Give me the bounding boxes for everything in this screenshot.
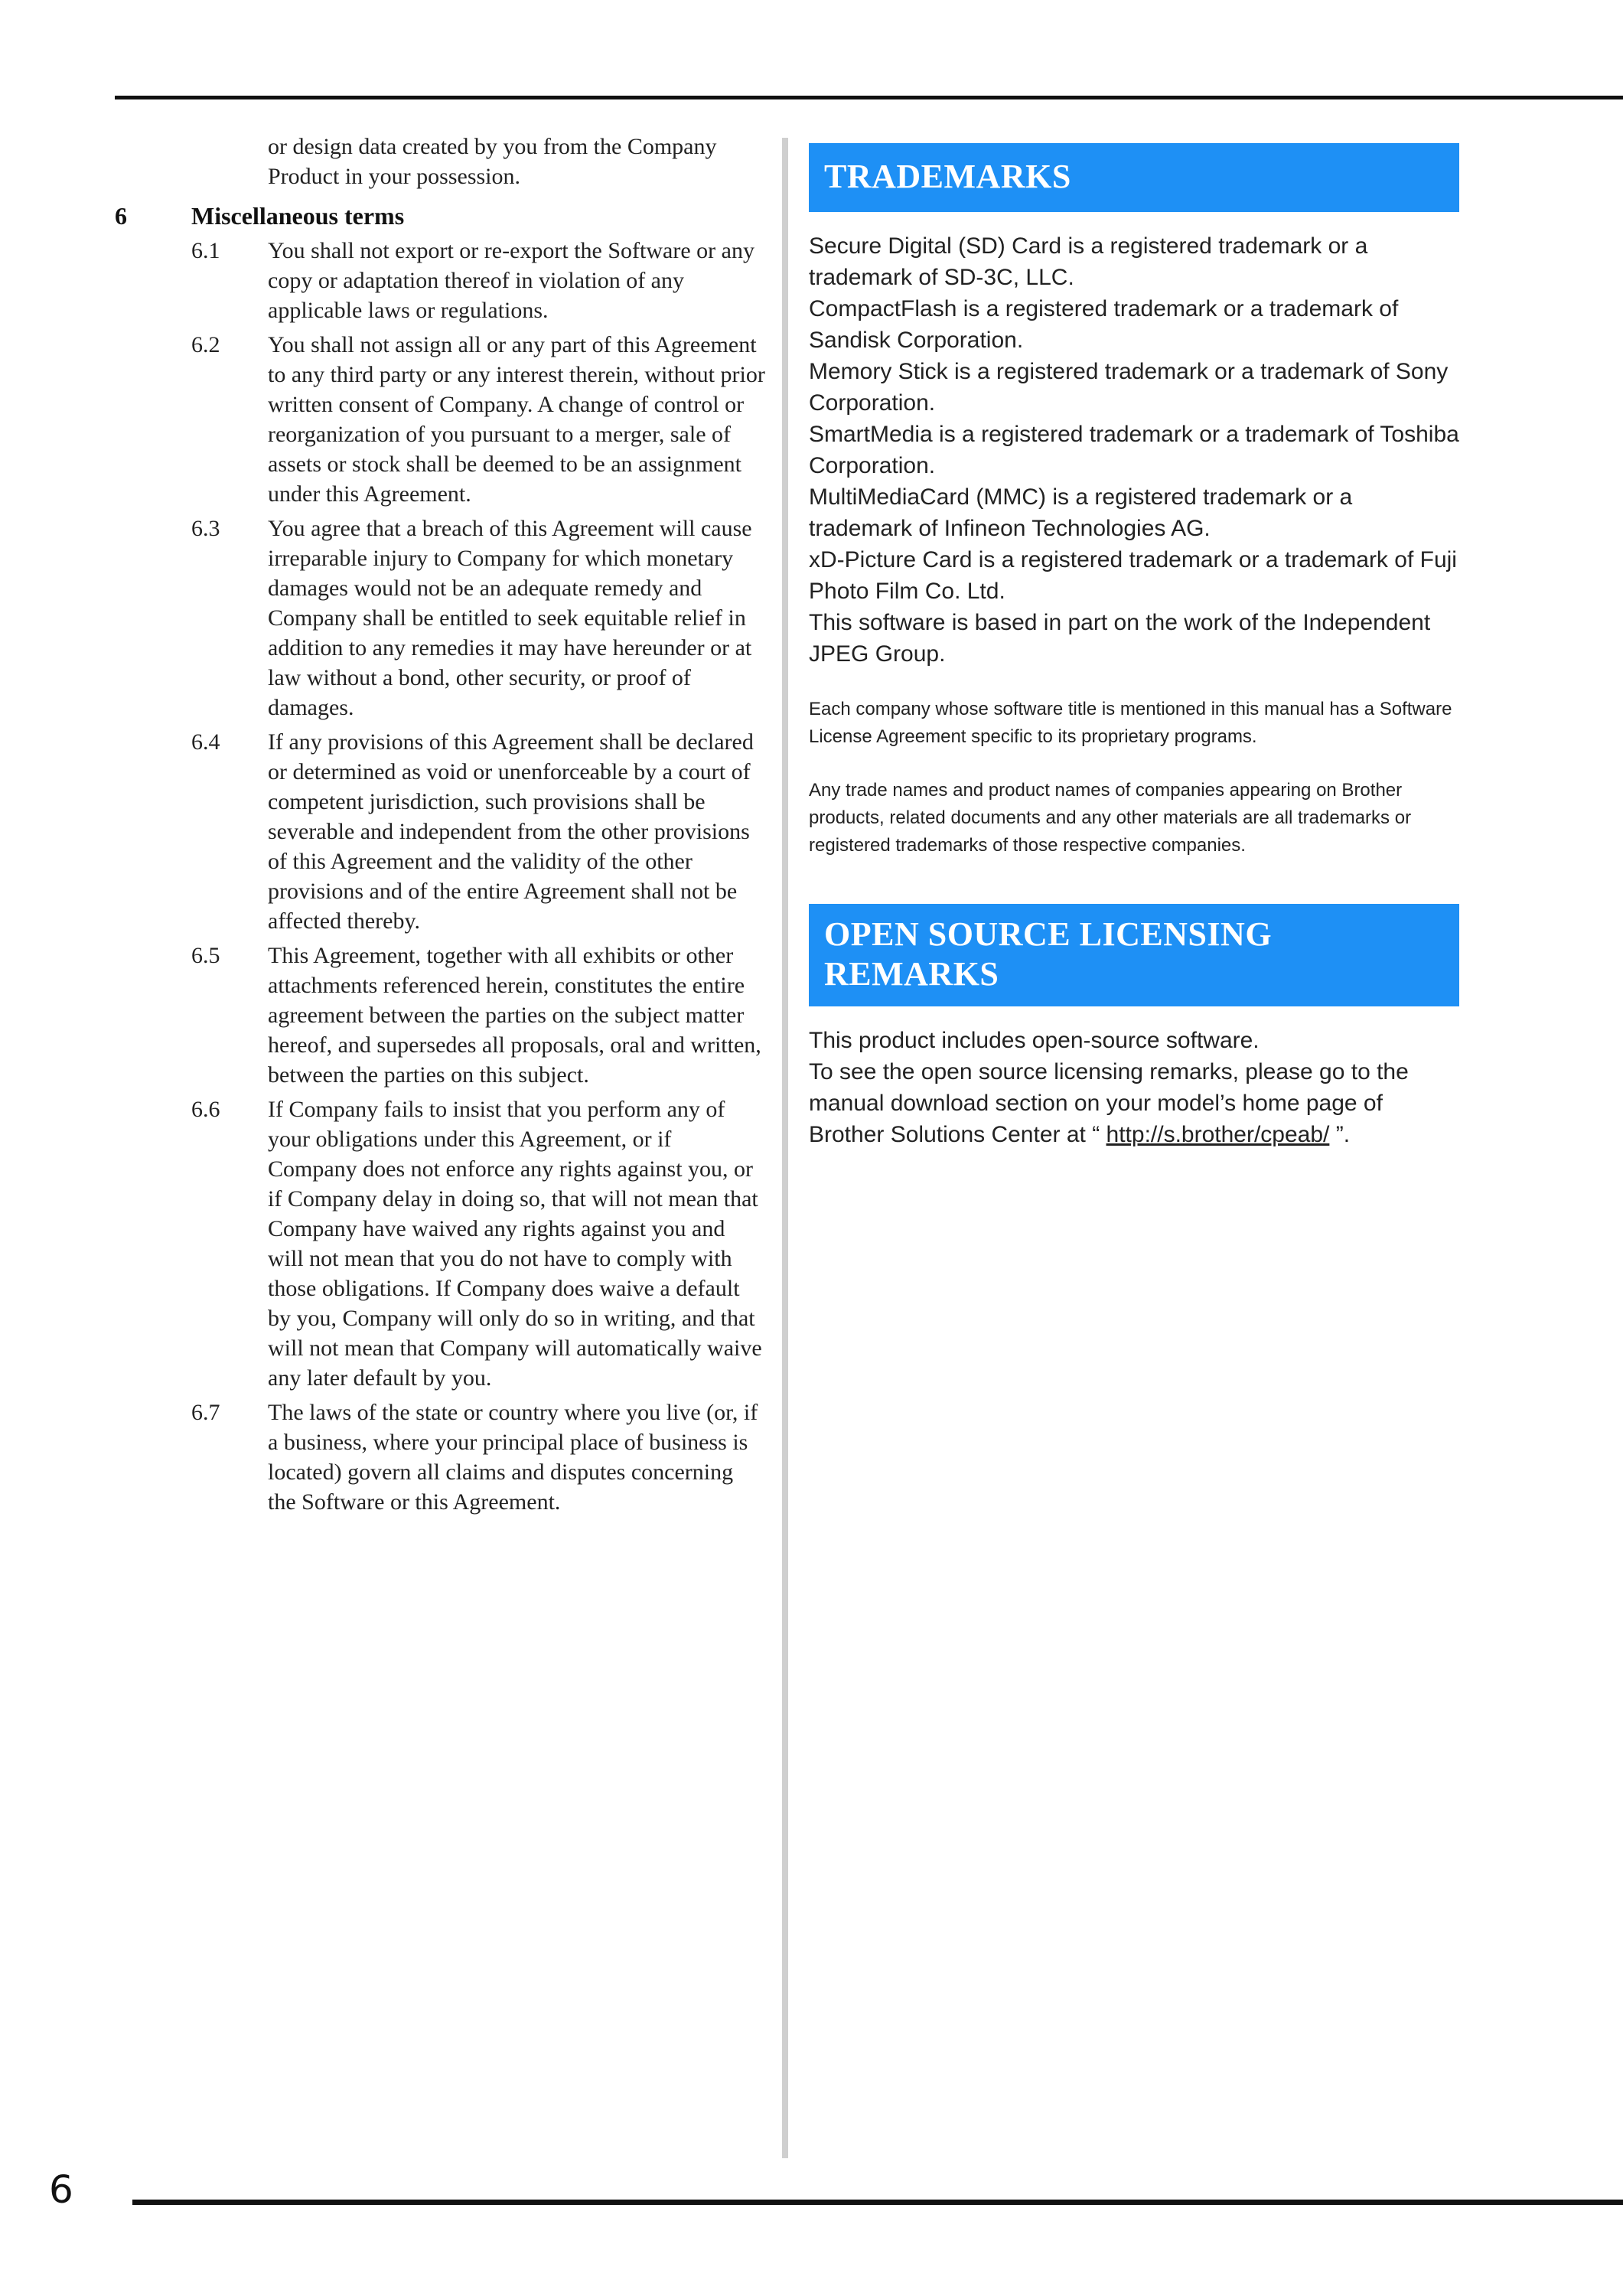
clause-number: 6.1 [191, 238, 220, 263]
clause-text: You shall not assign all or any part of this Agreement to any third party or any interest therein, without prior written consent of Company. A change of control or reorganization of you pursuant to a merger, sale of assets or stock shall be deemed to be an assignment under this Agreement. [268, 332, 765, 507]
clause-6-2 [115, 330, 765, 509]
trademark-item: CompactFlash is a registered trademark or a trademark of Sandisk Corporation. [809, 296, 1399, 353]
open-source-prefix: To see the open source licensing remarks, please go to the manual download section on your model’s home page of Brother Solutions Center at “ [809, 1059, 1409, 1147]
open-source-line-2 [809, 1056, 1459, 1150]
right-column [809, 143, 1459, 1150]
clause-text: The laws of the state or country where you live (or, if a business, where your principal place of business is located) govern all claims and disputes concerning the Software or this Agreement. [268, 1400, 758, 1515]
clause-text: You shall not export or re-export the Software or any copy or adaptation thereof in violation of any applicable laws or regulations. [268, 238, 754, 323]
clause-number: 6.7 [191, 1400, 220, 1425]
open-source-body [809, 1025, 1459, 1150]
clause-text: If Company fails to insist that you perform any of your obligations under this Agreement, or if Company does not enforce any rights against you, or if Company delay in doing so, that will not mean that Company have waived any rights against you and will not mean that you do not have to comply with those obligations. If Company does waive a default by you, Company will only do so in writing, and that will not mean that Company will automatically waive any later default by you. [268, 1097, 762, 1391]
continuation-text: or design data created by you from the Company Product in your possession. [268, 134, 717, 189]
open-source-suffix: ”. [1329, 1122, 1351, 1147]
trademark-item: MultiMediaCard (MMC) is a registered trademark or a trademark of Infineon Technologies AG. [809, 484, 1353, 541]
brother-solutions-link[interactable]: http://s.brother/cpeab/ [1106, 1122, 1330, 1147]
trademark-item: SmartMedia is a registered trademark or a trademark of Toshiba Corporation. [809, 422, 1459, 478]
trade-names-note: Any trade names and product names of companies appearing on Brother products, related documents and any other materials are all trademarks or registered trademarks of those respective companies. [809, 780, 1412, 856]
top-rule [115, 96, 1623, 99]
clause-number: 6.3 [191, 516, 220, 541]
clause-number: 6.4 [191, 729, 220, 755]
clause-6-5 [115, 941, 765, 1090]
section-title: Miscellaneous terms [191, 202, 405, 230]
bottom-rule [132, 2200, 1623, 2205]
clause-text: You agree that a breach of this Agreement will cause irreparable injury to Company for which monetary damages would not be an adequate remedy and Company shall be entitled to seek equitable relief in addition to any remedies it may have hereunder or at law without a bond, other security, or proof of damages. [268, 516, 752, 720]
clause-6-3 [115, 514, 765, 722]
clause-6-7 [115, 1397, 765, 1517]
column-divider [782, 138, 788, 2158]
open-source-heading: OPEN SOURCE LICENSING REMARKS [809, 904, 1459, 1006]
clause-text: This Agreement, together with all exhibits or other attachments referenced herein, constitutes the entire agreement between the parties on the subject matter hereof, and supersedes all proposals, oral and written, between the parties on this subject. [268, 943, 761, 1088]
page-number: 6 [49, 2167, 73, 2212]
trademark-item: Secure Digital (SD) Card is a registered trademark or a trademark of SD-3C, LLC. [809, 233, 1368, 290]
section-heading [115, 201, 765, 231]
license-agreement-note: Each company whose software title is mentioned in this manual has a Software License Agreement specific to its proprietary programs. [809, 699, 1452, 747]
open-source-line-1: This product includes open-source software. [809, 1028, 1260, 1053]
clause-6-6 [115, 1094, 765, 1393]
clause-number: 6.5 [191, 943, 220, 968]
trademark-item: This software is based in part on the work of the Independent JPEG Group. [809, 610, 1431, 667]
clause-number: 6.6 [191, 1097, 220, 1122]
section-number: 6 [115, 202, 127, 230]
trademark-list [809, 230, 1459, 670]
clause-number: 6.2 [191, 332, 220, 357]
clause-text: If any provisions of this Agreement shall be declared or determined as void or unenforceable by a court of competent jurisdiction, such provisions shall be severable and independent from the other provisions of this Agreement and the validity of the other provisions and of the entire Agreement shall not be affected thereby. [268, 729, 754, 934]
clause-6-4 [115, 727, 765, 936]
left-column [115, 132, 765, 1517]
clause-6-1 [115, 236, 765, 325]
trademark-item: Memory Stick is a registered trademark or a trademark of Sony Corporation. [809, 359, 1449, 416]
trademarks-heading: TRADEMARKS [809, 143, 1459, 212]
trademark-item: xD-Picture Card is a registered trademark or a trademark of Fuji Photo Film Co. Ltd. [809, 547, 1457, 604]
